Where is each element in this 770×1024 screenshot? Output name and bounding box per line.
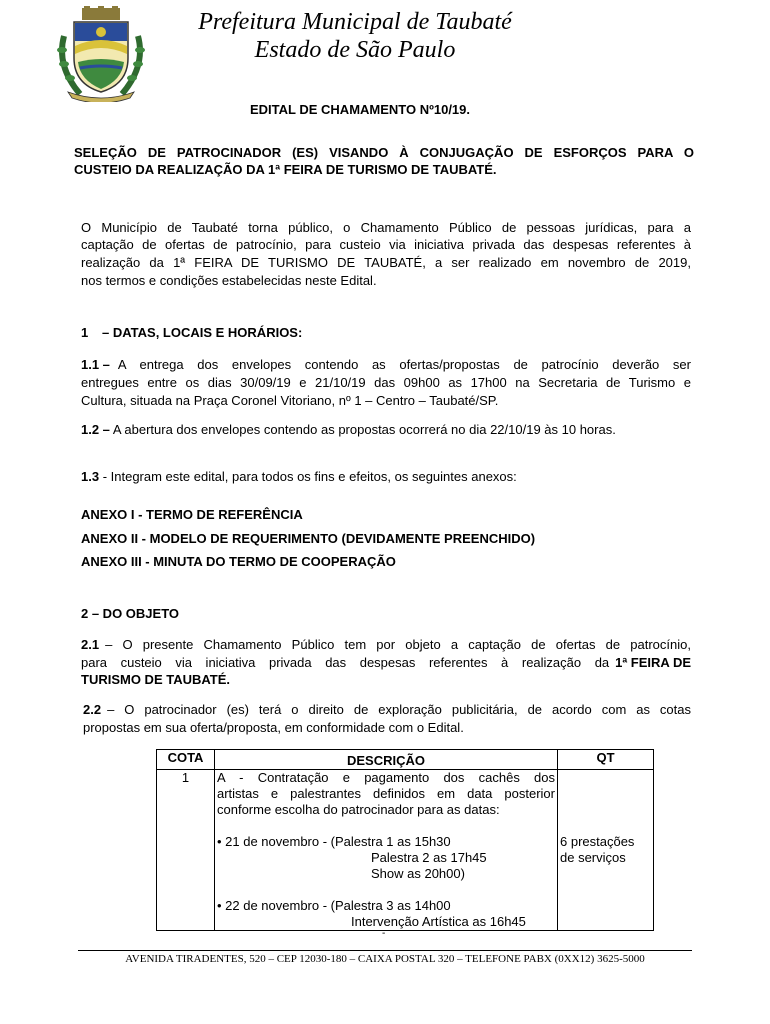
s1-3-label: 1.3 bbox=[81, 469, 100, 484]
anexo-item: ANEXO II - MODELO DE REQUERIMENTO (DEVIDAMENTE PREENCHIDO) bbox=[81, 531, 536, 546]
desc-line: conforme escolha do patrocinador para as datas: bbox=[217, 802, 500, 817]
qt-line: 6 prestações bbox=[560, 834, 635, 849]
cota-table bbox=[156, 749, 654, 931]
s1-1-line2: entregues entre os dias 30/09/19 e 21/10/19 das 09h00 as 17h00 na Secretaria de Turismo e bbox=[81, 375, 691, 390]
section1-title: – DATAS, LOCAIS E HORÁRIOS: bbox=[102, 325, 303, 340]
s1-1-line1 bbox=[81, 356, 691, 374]
s2-2-text: – O patrocinador (es) terá o direito de exploração publicitária, de acordo com as cotas bbox=[107, 702, 691, 717]
s1-1-text: A entrega dos envelopes contendo as ofertas/propostas de patrocínio deverão ser bbox=[117, 357, 691, 372]
intro-line: nos termos e condições estabelecidas neste Edital. bbox=[81, 273, 377, 288]
s2-1-label: 2.1 bbox=[81, 637, 100, 652]
desc-line: artistas e palestrantes definidos em data posterior bbox=[217, 786, 555, 801]
header-cota: COTA bbox=[157, 750, 215, 770]
anexo-item: ANEXO III - MINUTA DO TERMO DE COOPERAÇÃO bbox=[81, 554, 396, 569]
header-descricao: DESCRIÇÃO bbox=[215, 750, 558, 770]
cell-cota: 1 bbox=[157, 770, 215, 931]
footer-divider bbox=[78, 950, 692, 951]
s2-1-bold: 1ª FEIRA DE bbox=[615, 655, 691, 670]
subject-line-1: SELEÇÃO DE PATROCINADOR (ES) VISANDO À CONJUGAÇÃO DE ESFORÇOS PARA O bbox=[74, 145, 694, 160]
header-qt: QT bbox=[558, 750, 654, 770]
s1-2-label: 1.2 – bbox=[81, 422, 110, 437]
footer-address: AVENIDA TIRADENTES, 520 – CEP 12030-180 – CAIXA POSTAL 320 – TELEFONE PABX (0XX12) 3625-5000 bbox=[125, 953, 645, 965]
header-title-line1: Prefeitura Municipal de Taubaté bbox=[198, 9, 512, 35]
municipal-crest-logo bbox=[50, 6, 152, 102]
s2-2-line1 bbox=[83, 701, 691, 719]
section2-title: 2 – DO OBJETO bbox=[81, 606, 180, 621]
cell-descricao bbox=[215, 770, 558, 931]
section1-number: 1 bbox=[81, 325, 89, 340]
s2-1-text: – O presente Chamamento Público tem por objeto a captação de ofertas de patrocínio, bbox=[105, 637, 691, 652]
desc-line: A - Contratação e pagamento dos cachês dos bbox=[217, 770, 555, 785]
s1-1-line3: Cultura, situada na Praça Coronel Vitoriano, nº 1 – Centro – Taubaté/SP. bbox=[81, 393, 499, 408]
s1-3-text: - Integram este edital, para todos os fins e efeitos, os seguintes anexos: bbox=[99, 469, 517, 484]
edital-title: EDITAL DE CHAMAMENTO Nº10/19. bbox=[250, 102, 471, 117]
anexo-item: ANEXO I - TERMO DE REFERÊNCIA bbox=[81, 507, 303, 522]
desc-line: • 21 de novembro - (Palestra 1 as 15h30 bbox=[217, 834, 451, 849]
table-header-row bbox=[157, 750, 654, 770]
intro-line: realização da 1ª FEIRA DE TURISMO DE TAUBATÉ, a ser realizado em novembro de 2019, bbox=[81, 255, 691, 270]
s2-1-line3: TURISMO DE TAUBATÉ. bbox=[81, 672, 231, 687]
header-title-line2: Estado de São Paulo bbox=[254, 37, 456, 63]
s1-1-label: 1.1 – bbox=[81, 357, 110, 372]
subject-line-2: CUSTEIO DA REALIZAÇÃO DA 1ª FEIRA DE TURISMO DE TAUBATÉ. bbox=[74, 162, 497, 177]
desc-line: Show as 20h00) bbox=[371, 866, 465, 881]
s1-2 bbox=[81, 421, 616, 439]
page-mark: - bbox=[382, 928, 386, 939]
table-row bbox=[157, 770, 654, 931]
desc-line: Intervenção Artística as 16h45 bbox=[351, 914, 526, 929]
qt-line: de serviços bbox=[560, 850, 626, 865]
cell-qt bbox=[558, 770, 654, 931]
s2-1-line1 bbox=[81, 636, 691, 654]
s2-1-line2 bbox=[81, 654, 691, 672]
s2-2-label: 2.2 bbox=[83, 702, 102, 717]
desc-line: • 22 de novembro - (Palestra 3 as 14h00 bbox=[217, 898, 451, 913]
desc-line: Palestra 2 as 17h45 bbox=[371, 850, 487, 865]
s1-3 bbox=[81, 468, 517, 486]
intro-line: captação de ofertas de patrocínio, para custeio via iniciativa privada das despesas referentes à bbox=[81, 237, 691, 252]
s2-1-text: para custeio via iniciativa privada das despesas referentes à realização da bbox=[81, 655, 610, 670]
s2-2-line2: propostas em sua oferta/proposta, em conformidade com o Edital. bbox=[83, 720, 464, 735]
s1-2-text: A abertura dos envelopes contendo as propostas ocorrerá no dia 22/10/19 às 10 horas. bbox=[112, 422, 616, 437]
intro-line: O Município de Taubaté torna público, o Chamamento Público de pessoas jurídicas, para a bbox=[81, 220, 691, 235]
